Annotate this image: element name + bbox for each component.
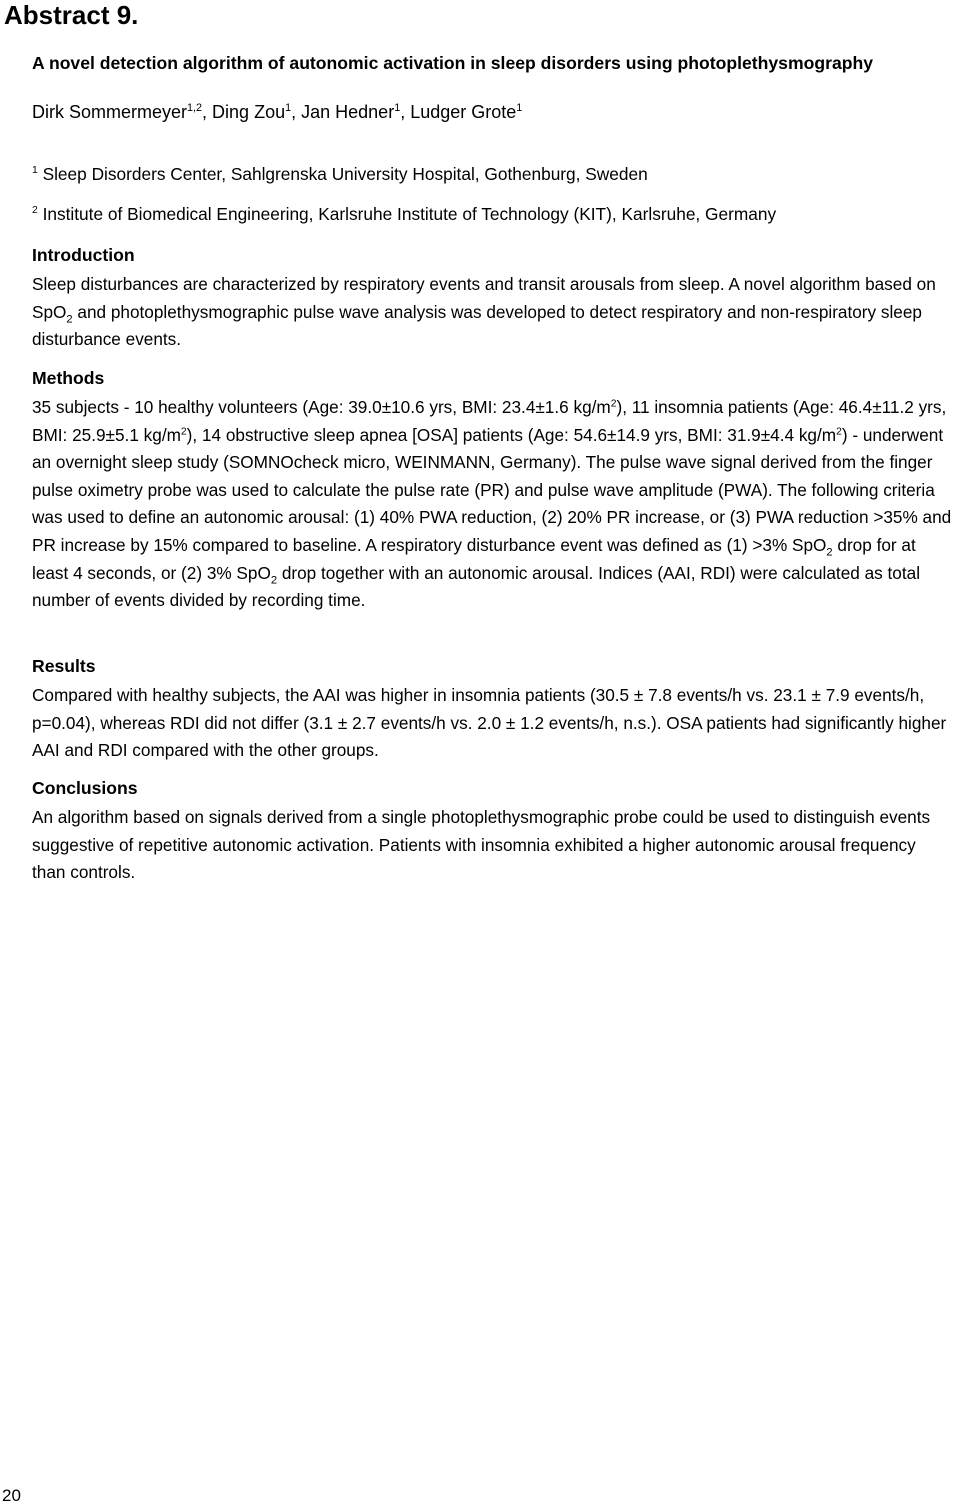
author-name: Ding Zou [212, 102, 286, 122]
affiliation-2 [32, 202, 776, 226]
author-name: Ludger Grote [410, 102, 517, 122]
author-affiliation-marker: 1 [516, 102, 523, 114]
superscript: 2 [610, 398, 617, 410]
methods-section [32, 366, 952, 615]
section-heading: Methods [32, 368, 105, 388]
section-heading: Conclusions [32, 778, 138, 798]
subscript: 2 [66, 313, 73, 326]
author-name: Jan Hedner [301, 102, 395, 122]
conclusions-paragraph: An algorithm based on signals derived from a single photoplethysmographic probe could be used to distinguish events suggestive of repetitive autonomic activation. Patients with insomnia exhibited a higher autonomic arousal frequency than controls. [32, 807, 931, 883]
results-paragraph: Compared with healthy subjects, the AAI was higher in insomnia patients (30.5 ± 7.8 events/h vs. 23.1 ± 7.9 events/h, p=0.04), whereas RDI did not differ (3.1 ± 2.7 events/h vs. 2.0 ± 1.2 events/h, n.s.). OSA patients had significantly higher AAI and RDI compared with the other groups. [32, 685, 947, 761]
author-list [32, 100, 522, 124]
author-separator: , [202, 102, 213, 122]
paper-title: A novel detection algorithm of autonomic activation in sleep disorders using photoplethysmography [32, 53, 874, 73]
subscript: 2 [826, 546, 833, 559]
affiliation-text: Institute of Biomedical Engineering, Karlsruhe Institute of Technology (KIT), Karlsruhe, Germany [37, 204, 777, 224]
author-separator: , [291, 102, 302, 122]
methods-paragraph [32, 394, 952, 615]
section-heading: Results [32, 656, 96, 676]
author-affiliation-marker: 1 [394, 102, 401, 114]
text-run: and photoplethysmographic pulse wave analysis was developed to detect respiratory and non-respiratory sleep disturbance events. [32, 301, 922, 350]
subscript: 2 [270, 574, 278, 586]
author-affiliation-marker: 1 [285, 102, 292, 114]
author-separator: , [400, 102, 411, 122]
author-name: Dirk Sommermeyer [32, 102, 188, 122]
affiliation-number: 1 [32, 165, 38, 177]
text-run: ), 14 obstructive sleep apnea [OSA] patients (Age: 54.6±14.9 yrs, BMI: 31.9±4.4 kg/m [186, 424, 837, 445]
superscript: 2 [836, 425, 842, 437]
superscript: 2 [180, 425, 187, 437]
results-section [32, 654, 952, 765]
conclusions-section [32, 776, 952, 887]
text-run: 35 subjects - 10 healthy volunteers (Age: 39.0±10.6 yrs, BMI: 23.4±1.6 kg/m [32, 397, 611, 417]
introduction-section [32, 243, 952, 354]
text-run: drop together with an autonomic arousal. Indices (AAI, RDI) were calculated as total number of events divided by recording time. [32, 562, 921, 611]
abstract-label: Abstract 9. [4, 0, 139, 30]
affiliation-number: 2 [32, 205, 38, 217]
affiliation-1 [32, 162, 648, 186]
author-affiliation-marker: 1,2 [187, 102, 203, 114]
section-heading: Introduction [32, 245, 135, 265]
text-run: Sleep disturbances are characterized by respiratory events and transit arousals from sleep. A novel algorithm based on SpO [32, 274, 936, 322]
page-number: 20 [2, 1486, 21, 1505]
text-run: ) - underwent an overnight sleep study (SOMNOcheck micro, WEINMANN, Germany). The pulse wave signal derived from the finger pulse oximetry probe was used to calculate the pulse rate (PR) and pulse wave amplitude (PWA). The following criteria was used to define an autonomic arousal: (1) 40% PWA reduction, (2) 20% PR increase, or (3) PWA reduction >35% and PR increase by 15% compared to baseline. A respiratory disturbance event was defined as (1) >3% SpO [32, 424, 952, 555]
affiliation-text: Sleep Disorders Center, Sahlgrenska University Hospital, Gothenburg, Sweden [37, 164, 648, 184]
text-run: drop for at least 4 seconds, or (2) 3% SpO [32, 534, 916, 583]
introduction-paragraph [32, 271, 952, 354]
text-run: ), 11 insomnia patients (Age: 46.4±11.2 yrs, BMI: 25.9±5.1 kg/m [32, 397, 947, 445]
